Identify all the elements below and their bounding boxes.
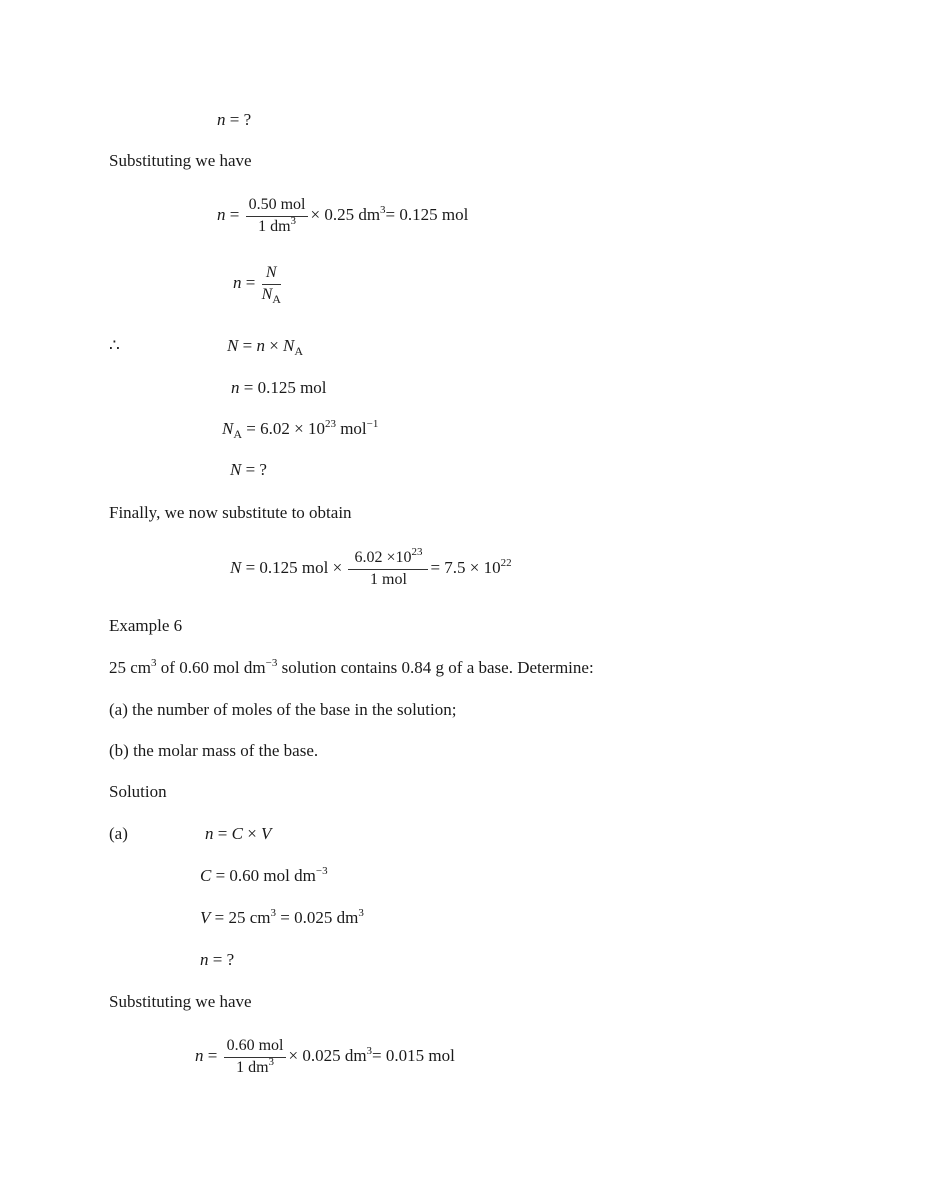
exponent: 3 (380, 204, 386, 216)
var-N: N (227, 336, 239, 355)
problem-statement (109, 658, 594, 678)
var-V: V (200, 908, 211, 927)
equation-rhs: = ? (241, 460, 267, 479)
var-n: n (200, 950, 209, 969)
exponent: 22 (500, 557, 512, 569)
num-text: 6.02 ×10 (354, 549, 412, 567)
equals-sign: = (225, 205, 244, 224)
fraction (246, 196, 309, 236)
fraction (348, 546, 428, 589)
equation-n-CV (205, 824, 271, 844)
paragraph-finally: Finally, we now substitute to obtain (109, 503, 352, 522)
var-n: n (217, 110, 226, 129)
result: = 0.015 mol (372, 1046, 455, 1065)
text: of 0.60 mol dm (156, 658, 266, 677)
equation-rhs: = ? (225, 110, 252, 129)
times-sign: × (242, 824, 262, 843)
equation-n-unknown-2 (200, 950, 234, 970)
equation-calc-n-2 (195, 1035, 455, 1077)
multiplier: × 0.25 dm (310, 205, 381, 224)
numerator (348, 546, 428, 570)
denominator (246, 217, 309, 236)
exponent: 23 (324, 418, 336, 430)
fraction (224, 1037, 287, 1077)
numerator: 0.50 mol (246, 196, 309, 217)
question-part-b: (b) the molar mass of the base. (109, 741, 319, 760)
exponent: −1 (366, 418, 379, 430)
question-part-a: (a) the number of moles of the base in the solution; (109, 700, 457, 719)
unit: mol (335, 419, 367, 438)
equation-rhs: = 0.60 mol dm (211, 866, 316, 885)
var-N: N (222, 419, 234, 438)
subscript: A (272, 292, 281, 307)
equation-V-value (200, 908, 364, 928)
fraction (261, 264, 281, 307)
denominator: 1 mol (370, 571, 407, 589)
result: = 7.5 × 10 (430, 558, 501, 577)
var-n: n (231, 378, 240, 397)
var-n: n (205, 824, 214, 843)
paragraph-substituting: Substituting we have (109, 151, 252, 170)
equation-NA-value (222, 419, 378, 439)
exponent: −3 (315, 865, 328, 877)
var-n: n (217, 205, 226, 224)
equation-rhs: = ? (208, 950, 235, 969)
therefore-symbol: ∴ (109, 336, 120, 355)
var-N: N (230, 558, 242, 577)
numerator: 0.60 mol (224, 1037, 287, 1058)
var-C: C (200, 866, 212, 885)
exponent: 3 (270, 907, 276, 919)
text: 25 cm (109, 658, 152, 677)
var-n: n (233, 273, 242, 292)
equals-sign: = (238, 336, 257, 355)
result: = 0.125 mol (385, 205, 469, 224)
equals-sign: = (213, 824, 232, 843)
part-a-label: (a) (109, 824, 128, 843)
paragraph-substituting-2: Substituting we have (109, 992, 252, 1011)
den-text: 1 dm (258, 218, 291, 236)
text: solution contains 0.84 g of a base. Determine: (277, 658, 594, 677)
equation-n-def (233, 262, 283, 307)
times-sign: × (264, 336, 284, 355)
solution-label: Solution (109, 782, 167, 801)
var-N: N (230, 460, 242, 479)
equation-N-formula (227, 336, 303, 356)
exponent: 3 (366, 1045, 373, 1057)
exponent: −3 (265, 657, 278, 669)
denominator (261, 285, 281, 307)
var-N: N (283, 336, 295, 355)
equation-n-unknown (217, 110, 251, 130)
equation-rhs: = 0.025 dm (276, 908, 359, 927)
var-N: N (261, 286, 273, 304)
equals-sign: = (203, 1046, 222, 1065)
equals-sign: = (241, 273, 260, 292)
exponent: 23 (411, 546, 423, 559)
denominator (224, 1058, 287, 1077)
exponent: 3 (151, 657, 157, 669)
multiplier: × 0.025 dm (288, 1046, 367, 1065)
example-title: Example 6 (109, 616, 183, 635)
var-C: C (231, 824, 243, 843)
numerator: N (262, 264, 281, 285)
equation-rhs: = 0.125 mol (239, 378, 327, 397)
equation-calc-N (230, 547, 512, 589)
equation-rhs: = 25 cm (210, 908, 271, 927)
exponent: 3 (268, 1056, 275, 1069)
equation-C-value (200, 866, 328, 886)
equation-n-value (231, 378, 327, 398)
subscript: A (233, 427, 243, 441)
var-V: V (261, 824, 272, 843)
multiplier: = 0.125 mol × (241, 558, 347, 577)
subscript: A (294, 344, 304, 358)
equation-rhs: = 6.02 × 10 (242, 419, 325, 438)
exponent: 3 (290, 215, 297, 228)
equation-calc-n-1 (217, 194, 468, 236)
equation-N-unknown (230, 460, 267, 480)
var-n: n (195, 1046, 204, 1065)
den-text: 1 dm (236, 1059, 269, 1077)
exponent: 3 (358, 907, 364, 919)
var-n: n (256, 336, 265, 355)
